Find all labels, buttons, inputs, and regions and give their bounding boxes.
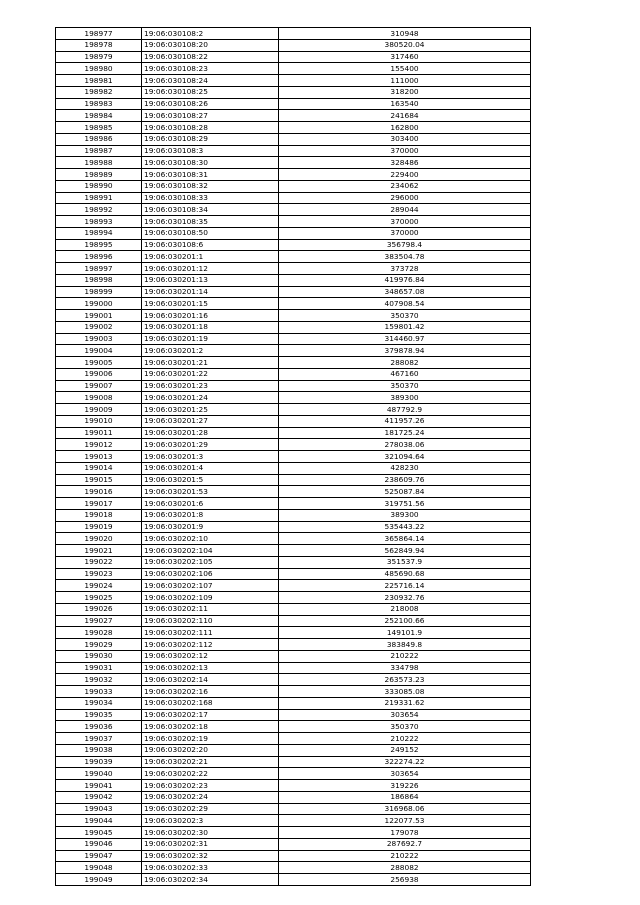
- table-row: [56, 274, 531, 286]
- cadastral-number-cell: 19:06:030201:24: [142, 392, 279, 404]
- row-number-cell: 198983: [56, 98, 142, 110]
- row-number-cell: 199029: [56, 639, 142, 651]
- row-number-cell: 199037: [56, 733, 142, 745]
- row-number-cell: 198995: [56, 239, 142, 251]
- row-number-cell: 199006: [56, 368, 142, 380]
- table-row: [56, 321, 531, 333]
- value-cell: 122077.53: [279, 815, 531, 827]
- row-number-cell: 199016: [56, 486, 142, 498]
- cadastral-number-cell: 19:06:030108:28: [142, 122, 279, 134]
- table-row: [56, 568, 531, 580]
- value-cell: 288082: [279, 357, 531, 369]
- row-number-cell: 199022: [56, 556, 142, 568]
- cadastral-number-cell: 19:06:030201:29: [142, 439, 279, 451]
- cadastral-number-cell: 19:06:030201:13: [142, 274, 279, 286]
- value-cell: 370000: [279, 216, 531, 228]
- row-number-cell: 199008: [56, 392, 142, 404]
- row-number-cell: 199039: [56, 756, 142, 768]
- row-number-cell: 199047: [56, 850, 142, 862]
- row-number-cell: 199044: [56, 815, 142, 827]
- cadastral-number-cell: 19:06:030201:9: [142, 521, 279, 533]
- cadastral-number-cell: 19:06:030201:25: [142, 404, 279, 416]
- value-cell: 411957.26: [279, 415, 531, 427]
- table-row: [56, 650, 531, 662]
- cadastral-number-cell: 19:06:030202:16: [142, 686, 279, 698]
- value-cell: 317460: [279, 51, 531, 63]
- cadastral-number-cell: 19:06:030202:111: [142, 627, 279, 639]
- table-row: [56, 51, 531, 63]
- table-row: [56, 145, 531, 157]
- cadastral-number-cell: 19:06:030202:12: [142, 650, 279, 662]
- cadastral-number-cell: 19:06:030202:24: [142, 791, 279, 803]
- row-number-cell: 198979: [56, 51, 142, 63]
- cadastral-number-cell: 19:06:030201:16: [142, 310, 279, 322]
- row-number-cell: 198985: [56, 122, 142, 134]
- table-row: [56, 580, 531, 592]
- cadastral-number-cell: 19:06:030108:26: [142, 98, 279, 110]
- table-row: [56, 674, 531, 686]
- cadastral-number-cell: 19:06:030202:3: [142, 815, 279, 827]
- row-number-cell: 199027: [56, 615, 142, 627]
- table-row: [56, 780, 531, 792]
- table-row: [56, 227, 531, 239]
- cadastral-number-cell: 19:06:030201:21: [142, 357, 279, 369]
- value-cell: 379878.94: [279, 345, 531, 357]
- table-row: [56, 662, 531, 674]
- table-row: [56, 827, 531, 839]
- cadastral-number-cell: 19:06:030108:32: [142, 180, 279, 192]
- cadastral-number-cell: 19:06:030202:106: [142, 568, 279, 580]
- cadastral-number-cell: 19:06:030108:3: [142, 145, 279, 157]
- table-row: [56, 357, 531, 369]
- value-cell: 159801.42: [279, 321, 531, 333]
- row-number-cell: 199024: [56, 580, 142, 592]
- table-row: [56, 721, 531, 733]
- value-cell: 179078: [279, 827, 531, 839]
- row-number-cell: 198978: [56, 39, 142, 51]
- table-row: [56, 192, 531, 204]
- value-cell: 287692.7: [279, 838, 531, 850]
- row-number-cell: 199003: [56, 333, 142, 345]
- row-number-cell: 199046: [56, 838, 142, 850]
- table-row: [56, 462, 531, 474]
- cadastral-number-cell: 19:06:030108:27: [142, 110, 279, 122]
- table-row: [56, 251, 531, 263]
- row-number-cell: 199026: [56, 603, 142, 615]
- value-cell: 321094.64: [279, 451, 531, 463]
- row-number-cell: 198999: [56, 286, 142, 298]
- row-number-cell: 199034: [56, 697, 142, 709]
- cadastral-number-cell: 19:06:030202:18: [142, 721, 279, 733]
- value-cell: 348657.08: [279, 286, 531, 298]
- table-row: [56, 603, 531, 615]
- value-cell: 296000: [279, 192, 531, 204]
- table-row: [56, 545, 531, 557]
- cadastral-number-cell: 19:06:030108:31: [142, 169, 279, 181]
- cadastral-number-cell: 19:06:030202:32: [142, 850, 279, 862]
- table-body: [56, 28, 531, 886]
- table-row: [56, 639, 531, 651]
- value-cell: 111000: [279, 75, 531, 87]
- table-row: [56, 439, 531, 451]
- row-number-cell: 199013: [56, 451, 142, 463]
- cadastral-number-cell: 19:06:030201:18: [142, 321, 279, 333]
- table-row: [56, 686, 531, 698]
- cadastral-value-table: [55, 27, 531, 886]
- row-number-cell: 198984: [56, 110, 142, 122]
- row-number-cell: 199040: [56, 768, 142, 780]
- row-number-cell: 199049: [56, 874, 142, 886]
- cadastral-number-cell: 19:06:030201:27: [142, 415, 279, 427]
- table-row: [56, 451, 531, 463]
- value-cell: 370000: [279, 227, 531, 239]
- table-row: [56, 63, 531, 75]
- table-row: [56, 486, 531, 498]
- cadastral-number-cell: 19:06:030202:13: [142, 662, 279, 674]
- cadastral-number-cell: 19:06:030108:23: [142, 63, 279, 75]
- cadastral-number-cell: 19:06:030201:12: [142, 263, 279, 275]
- table-row: [56, 627, 531, 639]
- cadastral-number-cell: 19:06:030108:33: [142, 192, 279, 204]
- table-row: [56, 615, 531, 627]
- value-cell: 225716.14: [279, 580, 531, 592]
- table-row: [56, 474, 531, 486]
- row-number-cell: 198980: [56, 63, 142, 75]
- value-cell: 356798.4: [279, 239, 531, 251]
- value-cell: 210222: [279, 650, 531, 662]
- value-cell: 210222: [279, 733, 531, 745]
- table-row: [56, 733, 531, 745]
- value-cell: 234062: [279, 180, 531, 192]
- cadastral-number-cell: 19:06:030108:25: [142, 86, 279, 98]
- row-number-cell: 198982: [56, 86, 142, 98]
- row-number-cell: 199001: [56, 310, 142, 322]
- cadastral-number-cell: 19:06:030201:3: [142, 451, 279, 463]
- value-cell: 303654: [279, 768, 531, 780]
- cadastral-number-cell: 19:06:030108:20: [142, 39, 279, 51]
- value-cell: 210222: [279, 850, 531, 862]
- table-row: [56, 756, 531, 768]
- row-number-cell: 199031: [56, 662, 142, 674]
- row-number-cell: 199033: [56, 686, 142, 698]
- table-row: [56, 850, 531, 862]
- row-number-cell: 198989: [56, 169, 142, 181]
- cadastral-number-cell: 19:06:030202:34: [142, 874, 279, 886]
- value-cell: 319751.56: [279, 498, 531, 510]
- row-number-cell: 198990: [56, 180, 142, 192]
- row-number-cell: 199015: [56, 474, 142, 486]
- table-row: [56, 310, 531, 322]
- table-row: [56, 509, 531, 521]
- row-number-cell: 199025: [56, 592, 142, 604]
- cadastral-number-cell: 19:06:030201:19: [142, 333, 279, 345]
- cadastral-number-cell: 19:06:030201:4: [142, 462, 279, 474]
- value-cell: 334798: [279, 662, 531, 674]
- value-cell: 562849.94: [279, 545, 531, 557]
- row-number-cell: 199032: [56, 674, 142, 686]
- cadastral-number-cell: 19:06:030108:50: [142, 227, 279, 239]
- row-number-cell: 199043: [56, 803, 142, 815]
- value-cell: 365864.14: [279, 533, 531, 545]
- cadastral-number-cell: 19:06:030201:22: [142, 368, 279, 380]
- row-number-cell: 199007: [56, 380, 142, 392]
- table-row: [56, 815, 531, 827]
- row-number-cell: 199017: [56, 498, 142, 510]
- value-cell: 370000: [279, 145, 531, 157]
- table-row: [56, 204, 531, 216]
- row-number-cell: 199041: [56, 780, 142, 792]
- table-row: [56, 838, 531, 850]
- table-row: [56, 709, 531, 721]
- row-number-cell: 199020: [56, 533, 142, 545]
- cadastral-number-cell: 19:06:030201:14: [142, 286, 279, 298]
- table-row: [56, 415, 531, 427]
- table-row: [56, 533, 531, 545]
- row-number-cell: 199030: [56, 650, 142, 662]
- table-row: [56, 39, 531, 51]
- row-number-cell: 199004: [56, 345, 142, 357]
- cadastral-number-cell: 19:06:030202:30: [142, 827, 279, 839]
- cadastral-number-cell: 19:06:030201:1: [142, 251, 279, 263]
- cadastral-number-cell: 19:06:030201:2: [142, 345, 279, 357]
- value-cell: 155400: [279, 63, 531, 75]
- table-row: [56, 98, 531, 110]
- cadastral-number-cell: 19:06:030108:30: [142, 157, 279, 169]
- value-cell: 389300: [279, 509, 531, 521]
- table-row: [56, 768, 531, 780]
- row-number-cell: 198986: [56, 133, 142, 145]
- row-number-cell: 198993: [56, 216, 142, 228]
- row-number-cell: 198987: [56, 145, 142, 157]
- cadastral-number-cell: 19:06:030202:17: [142, 709, 279, 721]
- value-cell: 278038.06: [279, 439, 531, 451]
- cadastral-number-cell: 19:06:030201:23: [142, 380, 279, 392]
- value-cell: 181725.24: [279, 427, 531, 439]
- cadastral-number-cell: 19:06:030202:168: [142, 697, 279, 709]
- row-number-cell: 199036: [56, 721, 142, 733]
- value-cell: 383849.8: [279, 639, 531, 651]
- row-number-cell: 198992: [56, 204, 142, 216]
- row-number-cell: 199011: [56, 427, 142, 439]
- value-cell: 186864: [279, 791, 531, 803]
- row-number-cell: 198991: [56, 192, 142, 204]
- cadastral-number-cell: 19:06:030108:29: [142, 133, 279, 145]
- row-number-cell: 199010: [56, 415, 142, 427]
- row-number-cell: 199012: [56, 439, 142, 451]
- row-number-cell: 198977: [56, 28, 142, 40]
- row-number-cell: 199000: [56, 298, 142, 310]
- value-cell: 310948: [279, 28, 531, 40]
- row-number-cell: 199035: [56, 709, 142, 721]
- value-cell: 487792.9: [279, 404, 531, 416]
- row-number-cell: 199045: [56, 827, 142, 839]
- cadastral-number-cell: 19:06:030202:19: [142, 733, 279, 745]
- table-row: [56, 697, 531, 709]
- cadastral-number-cell: 19:06:030202:23: [142, 780, 279, 792]
- table-row: [56, 345, 531, 357]
- table-row: [56, 380, 531, 392]
- row-number-cell: 198994: [56, 227, 142, 239]
- table-row: [56, 592, 531, 604]
- cadastral-number-cell: 19:06:030202:20: [142, 744, 279, 756]
- row-number-cell: 199038: [56, 744, 142, 756]
- row-number-cell: 198988: [56, 157, 142, 169]
- value-cell: 535443.22: [279, 521, 531, 533]
- cadastral-number-cell: 19:06:030201:28: [142, 427, 279, 439]
- table-row: [56, 368, 531, 380]
- row-number-cell: 198981: [56, 75, 142, 87]
- value-cell: 230932.76: [279, 592, 531, 604]
- cadastral-number-cell: 19:06:030108:35: [142, 216, 279, 228]
- value-cell: 303654: [279, 709, 531, 721]
- table-row: [56, 744, 531, 756]
- cadastral-number-cell: 19:06:030202:104: [142, 545, 279, 557]
- value-cell: 218008: [279, 603, 531, 615]
- table-row: [56, 133, 531, 145]
- value-cell: 219331.62: [279, 697, 531, 709]
- value-cell: 389300: [279, 392, 531, 404]
- value-cell: 467160: [279, 368, 531, 380]
- cadastral-number-cell: 19:06:030202:107: [142, 580, 279, 592]
- value-cell: 380520.04: [279, 39, 531, 51]
- table-row: [56, 157, 531, 169]
- value-cell: 318200: [279, 86, 531, 98]
- row-number-cell: 199042: [56, 791, 142, 803]
- row-number-cell: 199002: [56, 321, 142, 333]
- value-cell: 241684: [279, 110, 531, 122]
- value-cell: 525087.84: [279, 486, 531, 498]
- row-number-cell: 198997: [56, 263, 142, 275]
- table-row: [56, 427, 531, 439]
- row-number-cell: 199014: [56, 462, 142, 474]
- cadastral-number-cell: 19:06:030108:22: [142, 51, 279, 63]
- value-cell: 328486: [279, 157, 531, 169]
- table-row: [56, 791, 531, 803]
- table-row: [56, 28, 531, 40]
- cadastral-number-cell: 19:06:030201:8: [142, 509, 279, 521]
- table-row: [56, 180, 531, 192]
- cadastral-number-cell: 19:06:030108:24: [142, 75, 279, 87]
- cadastral-number-cell: 19:06:030202:10: [142, 533, 279, 545]
- table-row: [56, 75, 531, 87]
- table-row: [56, 286, 531, 298]
- table-row: [56, 404, 531, 416]
- table-row: [56, 556, 531, 568]
- value-cell: 351537.9: [279, 556, 531, 568]
- value-cell: 289044: [279, 204, 531, 216]
- table-row: [56, 169, 531, 181]
- value-cell: 238609.76: [279, 474, 531, 486]
- table-row: [56, 263, 531, 275]
- table-row: [56, 862, 531, 874]
- cadastral-number-cell: 19:06:030202:105: [142, 556, 279, 568]
- value-cell: 316968.06: [279, 803, 531, 815]
- value-cell: 350370: [279, 721, 531, 733]
- table-row: [56, 298, 531, 310]
- value-cell: 485690.68: [279, 568, 531, 580]
- table-row: [56, 874, 531, 886]
- row-number-cell: 199023: [56, 568, 142, 580]
- value-cell: 383504.78: [279, 251, 531, 263]
- table-row: [56, 86, 531, 98]
- row-number-cell: 199019: [56, 521, 142, 533]
- value-cell: 163540: [279, 98, 531, 110]
- table-row: [56, 498, 531, 510]
- row-number-cell: 198998: [56, 274, 142, 286]
- value-cell: 350370: [279, 310, 531, 322]
- row-number-cell: 199005: [56, 357, 142, 369]
- value-cell: 256938: [279, 874, 531, 886]
- cadastral-number-cell: 19:06:030108:6: [142, 239, 279, 251]
- cadastral-number-cell: 19:06:030201:5: [142, 474, 279, 486]
- cadastral-number-cell: 19:06:030202:112: [142, 639, 279, 651]
- value-cell: 249152: [279, 744, 531, 756]
- value-cell: 229400: [279, 169, 531, 181]
- table-row: [56, 239, 531, 251]
- value-cell: 373728: [279, 263, 531, 275]
- value-cell: 149101.9: [279, 627, 531, 639]
- cadastral-number-cell: 19:06:030202:14: [142, 674, 279, 686]
- row-number-cell: 199009: [56, 404, 142, 416]
- value-cell: 419976.84: [279, 274, 531, 286]
- value-cell: 162800: [279, 122, 531, 134]
- cadastral-number-cell: 19:06:030201:53: [142, 486, 279, 498]
- cadastral-number-cell: 19:06:030108:34: [142, 204, 279, 216]
- row-number-cell: 199021: [56, 545, 142, 557]
- cadastral-number-cell: 19:06:030202:21: [142, 756, 279, 768]
- table-row: [56, 392, 531, 404]
- table-row: [56, 216, 531, 228]
- value-cell: 314460.97: [279, 333, 531, 345]
- row-number-cell: 199018: [56, 509, 142, 521]
- cadastral-number-cell: 19:06:030202:22: [142, 768, 279, 780]
- table-row: [56, 803, 531, 815]
- value-cell: 333085.08: [279, 686, 531, 698]
- cadastral-number-cell: 19:06:030202:110: [142, 615, 279, 627]
- cadastral-number-cell: 19:06:030108:2: [142, 28, 279, 40]
- table-row: [56, 122, 531, 134]
- row-number-cell: 199048: [56, 862, 142, 874]
- value-cell: 428230: [279, 462, 531, 474]
- table-row: [56, 333, 531, 345]
- value-cell: 288082: [279, 862, 531, 874]
- cadastral-number-cell: 19:06:030202:109: [142, 592, 279, 604]
- value-cell: 407908.54: [279, 298, 531, 310]
- cadastral-number-cell: 19:06:030201:6: [142, 498, 279, 510]
- value-cell: 303400: [279, 133, 531, 145]
- cadastral-number-cell: 19:06:030201:15: [142, 298, 279, 310]
- table-row: [56, 521, 531, 533]
- cadastral-number-cell: 19:06:030202:33: [142, 862, 279, 874]
- cadastral-number-cell: 19:06:030202:29: [142, 803, 279, 815]
- cadastral-number-cell: 19:06:030202:11: [142, 603, 279, 615]
- value-cell: 319226: [279, 780, 531, 792]
- row-number-cell: 199028: [56, 627, 142, 639]
- value-cell: 350370: [279, 380, 531, 392]
- cadastral-number-cell: 19:06:030202:31: [142, 838, 279, 850]
- row-number-cell: 198996: [56, 251, 142, 263]
- table-row: [56, 110, 531, 122]
- value-cell: 263573.23: [279, 674, 531, 686]
- value-cell: 252100.66: [279, 615, 531, 627]
- value-cell: 322274.22: [279, 756, 531, 768]
